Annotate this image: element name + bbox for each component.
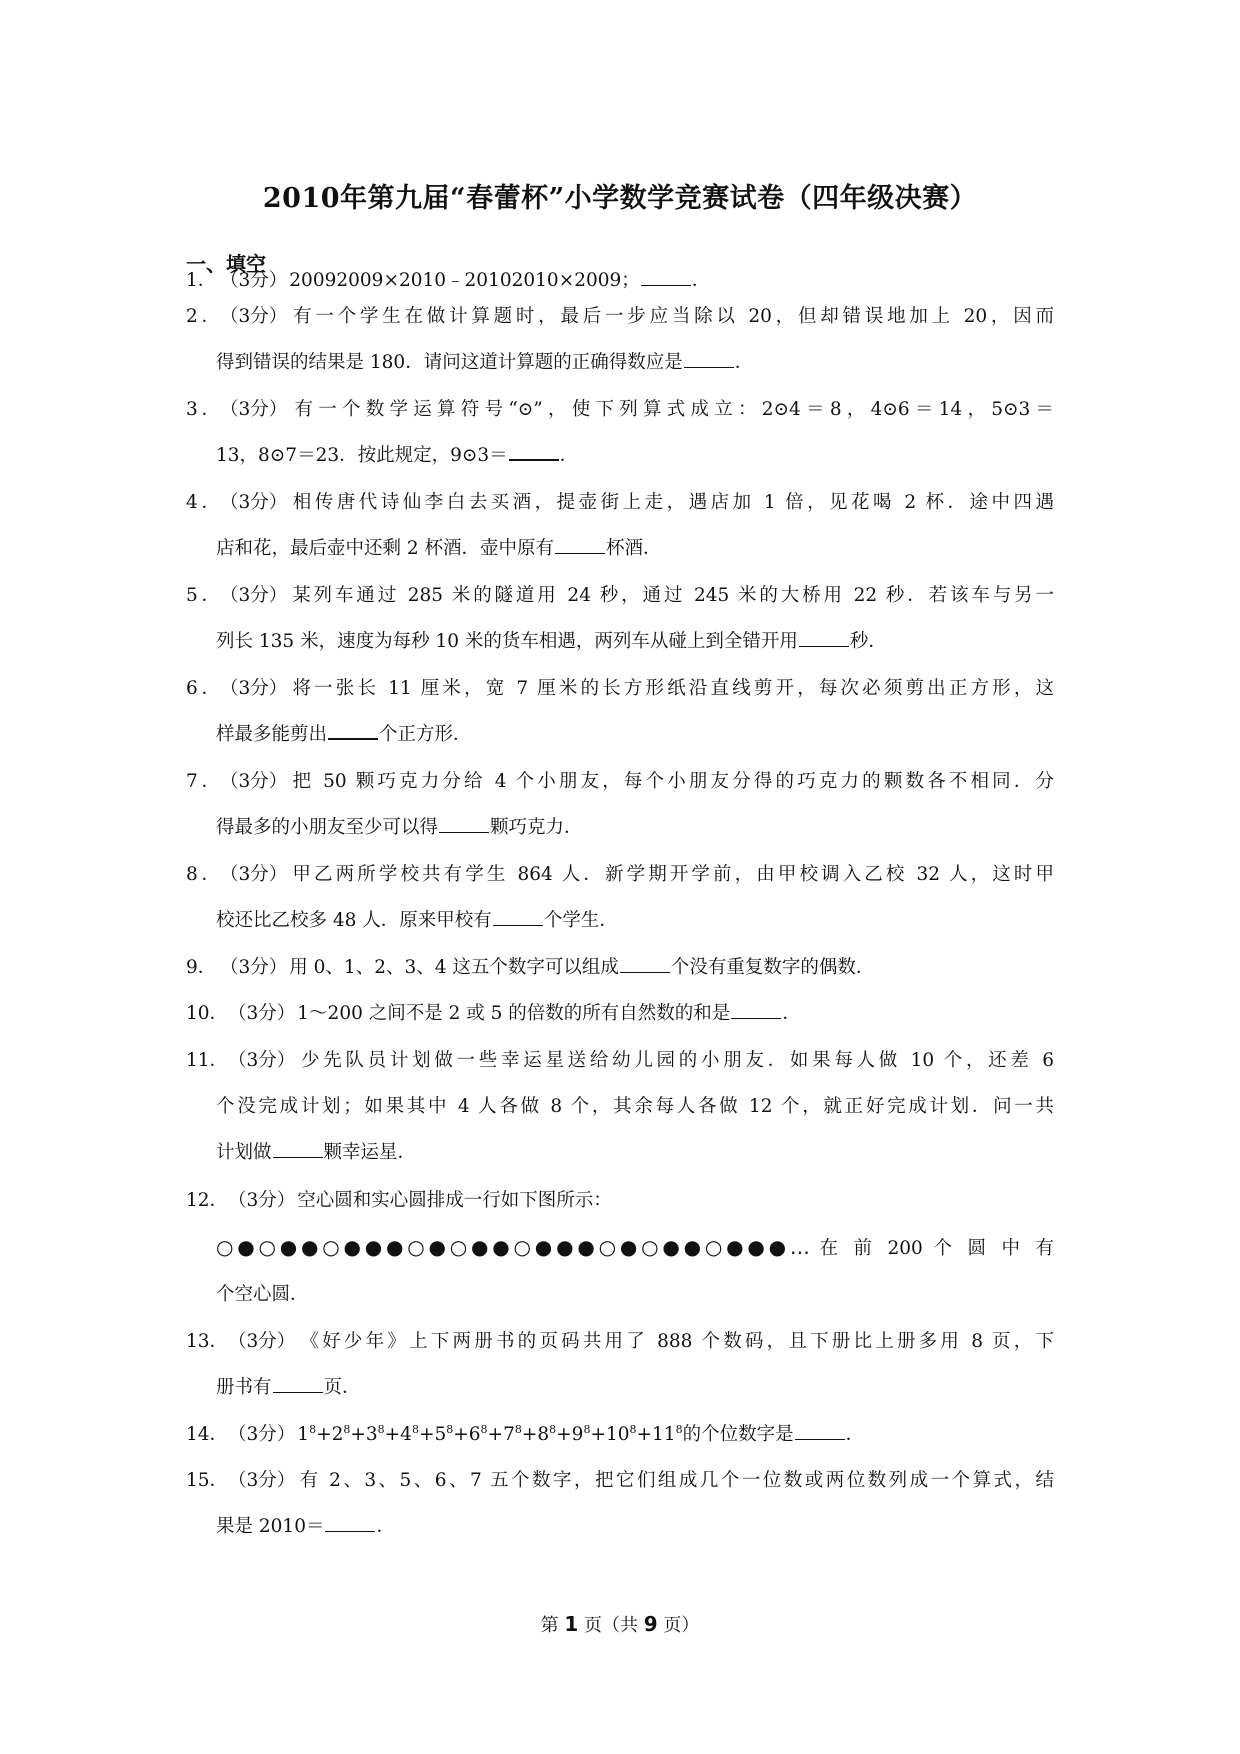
power-base: 6 [468,1424,481,1445]
answer-blank [684,349,734,368]
power-exponent: 8 [377,1423,385,1436]
plus-sign: + [556,1424,572,1445]
answer-blank [273,1139,323,1158]
answer-blank [325,1513,375,1532]
power-exponent: 8 [549,1423,557,1436]
power-base: 5 [434,1424,447,1445]
answer-blank [731,1000,781,1019]
answer-blank [555,535,605,554]
circle-sequence-line: ○●○●●○●●●○●○●●○●●●○●○●●○●●●… 在 前 200 个 圆 中 有 [216,1235,1054,1259]
power-exponent: 8 [309,1423,317,1436]
power-base: 10 [605,1424,630,1445]
page-title: 2010年第九届“春蕾杯”小学数学竞赛试卷（四年级决赛） [262,183,978,214]
answer-blank [620,954,670,973]
power-exponent: 8 [343,1423,351,1436]
plus-sign: + [590,1424,606,1445]
question-4: 4．（3分） 相传唐代诗仙李白去买酒，提壶街上走，遇店加 1 倍，见花喝 2 杯．途中四遇 店和花，最后壶中还剩 2 杯酒．壶中原有 杯酒． [186,492,1054,559]
power-exponent: 8 [583,1423,591,1436]
power-exponent: 8 [629,1423,637,1436]
question-11: 11．（3分） 少先队员计划做一些幸运星送给幼儿园的小朋友．如果每人做 10 个，还差 6 个没完成计划；如果其中 4 人各做 8 个，其余每人各做 12 个，就正好完成计划．问一共 计划做 颗幸运星． [186,1050,1054,1163]
plus-sign: + [418,1424,435,1445]
current-page: 1 [564,1612,579,1636]
power-exponent: 8 [480,1423,488,1436]
plus-sign: + [521,1424,538,1445]
question-14: 14．（3分） $1^8+2^8+3^8+4^8+5^8+6^8+7^8+8^8+9^8+10^8+11^8$的个位数字是 ． [186,1423,865,1445]
question-10: 10．（3分） 1～200 之间不是 2 或 5 的倍数的所有自然数的和是 ． [186,991,1054,1037]
answer-blank [509,441,559,461]
question-12: 12．（3分） 空心圆和实心圆排成一行如下图所示： ○●○●●○●●●○●○●●○●●●○●○●●○●●●… 在 前 200 个 圆 中 有 个空心圆． [186,1190,1054,1305]
question-number: 2． [186,306,220,327]
total-pages: 9 [643,1612,658,1636]
plus-sign: + [316,1424,332,1445]
question-3: 3．（3分） 有一个数学运算符号“⊙”，使下列算式成立：2⊙4＝8，4⊙6＝14，5⊙3＝ 13，8⊙7＝23．按此规定，9⊙3＝ ． [186,399,1054,466]
power-base: 1 [297,1424,310,1445]
question-6: 6．（3分） 将一张长 11 厘米，宽 7 厘米的长方形纸沿直线剪开，每次必须剪出正方形，这 样最多能剪出 个正方形． [186,678,1054,745]
answer-blank [273,1374,323,1393]
question-8: 8．（3分） 甲乙两所学校共有学生 864 人．新学期开学前，由甲校调入乙校 32 人，这时甲 校还比乙校多 48 人．原来甲校有 个学生． [186,864,1054,931]
power-exponent: 8 [675,1423,683,1436]
power-base: 11 [652,1424,676,1445]
power-base: 4 [400,1424,412,1445]
answer-blank [799,628,849,647]
question-5: 5．（3分） 某列车通过 285 米的隧道用 24 秒，通过 245 米的大桥用 22 秒．若该车与另一 列长 135 米，速度为每秒 10 米的货车相遇，两列车从碰上到全错开用 秒． [186,585,1055,652]
power-base: 9 [571,1424,584,1445]
question-score: （3分） [220,270,288,291]
power-base: 8 [537,1424,550,1445]
page-footer: 第 1 页（共 9 页） [540,1612,700,1636]
plus-sign: + [487,1424,504,1445]
answer-blank [641,267,691,286]
power-base: 2 [331,1424,344,1445]
answer-blank [439,814,489,833]
plus-sign: + [636,1424,653,1445]
circle-sequence: ○●○●●○●●●○●○●●○●●●○●○●●○●●●… [216,1235,809,1259]
question-1: 1． （3分） 20092009×2010﹣20102010×2009； ． [186,258,1054,304]
plus-sign: + [384,1424,401,1445]
power-sum-expression [297,1424,682,1445]
power-base: 7 [503,1424,515,1445]
plus-sign: + [350,1424,366,1445]
question-number: 1． [186,270,217,291]
answer-blank [328,720,378,740]
question-9: 9． （3分） 用 0、1、2、3、4 这五个数字可以组成 个没有重复数字的偶数． [186,945,1054,991]
question-15: 15．（3分） 有 2、3、5、6、7 五个数字，把它们组成几个一位数或两位数列成一个算式，结 果是 2010＝ ． [186,1470,1054,1537]
question-7: 7．（3分） 把 50 颗巧克力分给 4 个小朋友，每个小朋友分得的巧克力的颗数各不相同．分 得最多的小朋友至少可以得 颗巧克力． [186,771,1054,838]
power-exponent: 8 [411,1423,419,1436]
plus-sign: + [453,1424,469,1445]
power-base: 3 [365,1424,378,1445]
answer-blank [493,907,543,926]
answer-blank [795,1421,845,1440]
question-2: 2．（3分） 有一个学生在做计算题时，最后一步应当除以 20，但却错误地加上 20，因而 得到错误的结果是 180．请问这道计算题的正确得数应是 ． [186,294,1054,386]
question-13: 13．（3分） 《好少年》上下两册书的页码共用了 888 个数码，且下册比上册多用 8 页，下 册书有 页． [186,1331,1054,1398]
power-exponent: 8 [446,1423,454,1436]
power-exponent: 8 [514,1423,522,1436]
section-heading: 一、填空 [186,252,266,276]
